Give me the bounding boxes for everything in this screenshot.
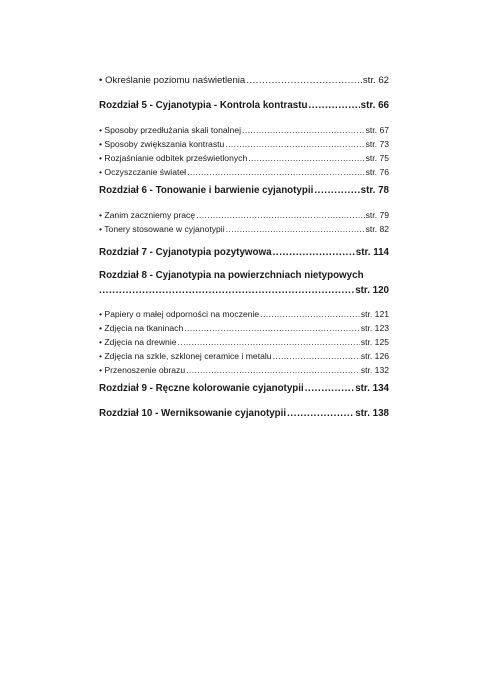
toc-entry-label: • Zdjęcia na szkle, szklonej ceramice i metalu — [99, 351, 272, 361]
toc-chapter-page: str. 114 — [355, 247, 389, 258]
dot-leader — [273, 351, 360, 361]
dot-leader — [273, 247, 355, 258]
toc-entry-page: str. 125 — [360, 337, 389, 347]
dot-leader — [225, 139, 364, 149]
dot-leader — [99, 285, 354, 296]
dot-leader — [246, 75, 362, 86]
dot-leader — [186, 365, 360, 375]
dot-leader — [242, 125, 365, 135]
toc-entry-label: • Określanie poziomu naświetlenia — [99, 75, 246, 86]
toc-chapter-page: str. 138 — [355, 408, 389, 419]
toc-chapter — [99, 247, 389, 258]
toc-chapter-label: Rozdział 7 - Cyjanotypia pozytywowa — [99, 247, 272, 258]
toc-entry — [99, 309, 389, 319]
dot-leader — [184, 323, 360, 333]
toc-entry-page: str. 67 — [365, 125, 389, 135]
toc-chapter-label: Rozdział 5 - Cyjanotypia - Kontrola kontrastu — [99, 100, 308, 111]
dot-leader — [196, 210, 364, 220]
dot-leader — [248, 153, 364, 163]
toc-entry — [99, 139, 389, 149]
toc-entry-label: • Sposoby zwiększania kontrastu — [99, 139, 225, 149]
toc-entry-label: • Oczyszczanie świateł — [99, 167, 187, 177]
dot-leader — [187, 167, 365, 177]
dot-leader — [226, 224, 365, 234]
toc-chapter — [99, 100, 389, 111]
toc-entry-label: • Zdjęcia na tkaninach — [99, 323, 184, 333]
toc-entry-label: • Papiery o małej odporności na moczenie — [99, 309, 260, 319]
toc-chapter-label: Rozdział 10 - Werniksowanie cyjanotypii — [99, 408, 287, 419]
toc-chapter — [99, 408, 389, 419]
toc-entry-page: str. 123 — [360, 323, 389, 333]
toc-chapter-page: str. 134 — [355, 383, 389, 394]
toc-entry — [99, 365, 389, 375]
toc-entry-label: • Zanim zaczniemy pracę — [99, 210, 196, 220]
toc-entry — [99, 323, 389, 333]
toc-chapter — [99, 285, 389, 296]
toc-chapter — [99, 383, 389, 394]
toc-entry-page: str. 132 — [360, 365, 389, 375]
dot-leader — [308, 100, 359, 111]
toc-entry — [99, 351, 389, 361]
toc-entry-label: • Rozjaśnianie odbitek prześwietlonych — [99, 153, 248, 163]
dot-leader — [178, 337, 360, 347]
toc-entry-page: str. 121 — [360, 309, 389, 319]
toc-chapter-page: str. 66 — [360, 100, 389, 111]
toc-chapter-page: str. 120 — [355, 285, 389, 296]
toc-entry-label: • Tonery stosowane w cyjanotypii — [99, 224, 225, 234]
toc-chapter-page: str. 78 — [360, 185, 389, 196]
toc-chapter-title-wrapped: Rozdział 8 - Cyjanotypia na powierzchniach nietypowych — [99, 270, 364, 281]
toc-entry-page: str. 62 — [362, 75, 389, 86]
toc-entry-page: str. 75 — [365, 153, 389, 163]
dot-leader — [305, 383, 355, 394]
dot-leader — [314, 185, 359, 196]
toc-entry — [99, 337, 389, 347]
toc-chapter-label: Rozdział 9 - Ręczne kolorowanie cyjanotypii — [99, 383, 304, 394]
toc-entry-page: str. 73 — [365, 139, 389, 149]
toc-entry — [99, 224, 389, 234]
toc-entry-page: str. 126 — [360, 351, 389, 361]
toc-entry — [99, 210, 389, 220]
toc-entry-page: str. 82 — [365, 224, 389, 234]
dot-leader — [260, 309, 360, 319]
toc-chapter-label: Rozdział 6 - Tonowanie i barwienie cyjanotypii — [99, 185, 314, 196]
toc-entry — [99, 75, 389, 86]
toc-entry — [99, 153, 389, 163]
toc-entry-label: • Zdjęcia na drewnie — [99, 337, 177, 347]
toc-entry-label: • Sposoby przedłużania skali tonalnej — [99, 125, 242, 135]
toc-entry-label: • Przenoszenie obrazu — [99, 365, 186, 375]
dot-leader — [287, 408, 354, 419]
toc-entry-page: str. 76 — [365, 167, 389, 177]
toc-entry — [99, 125, 389, 135]
toc-entry — [99, 167, 389, 177]
toc-chapter — [99, 185, 389, 196]
toc-entry-page: str. 79 — [365, 210, 389, 220]
